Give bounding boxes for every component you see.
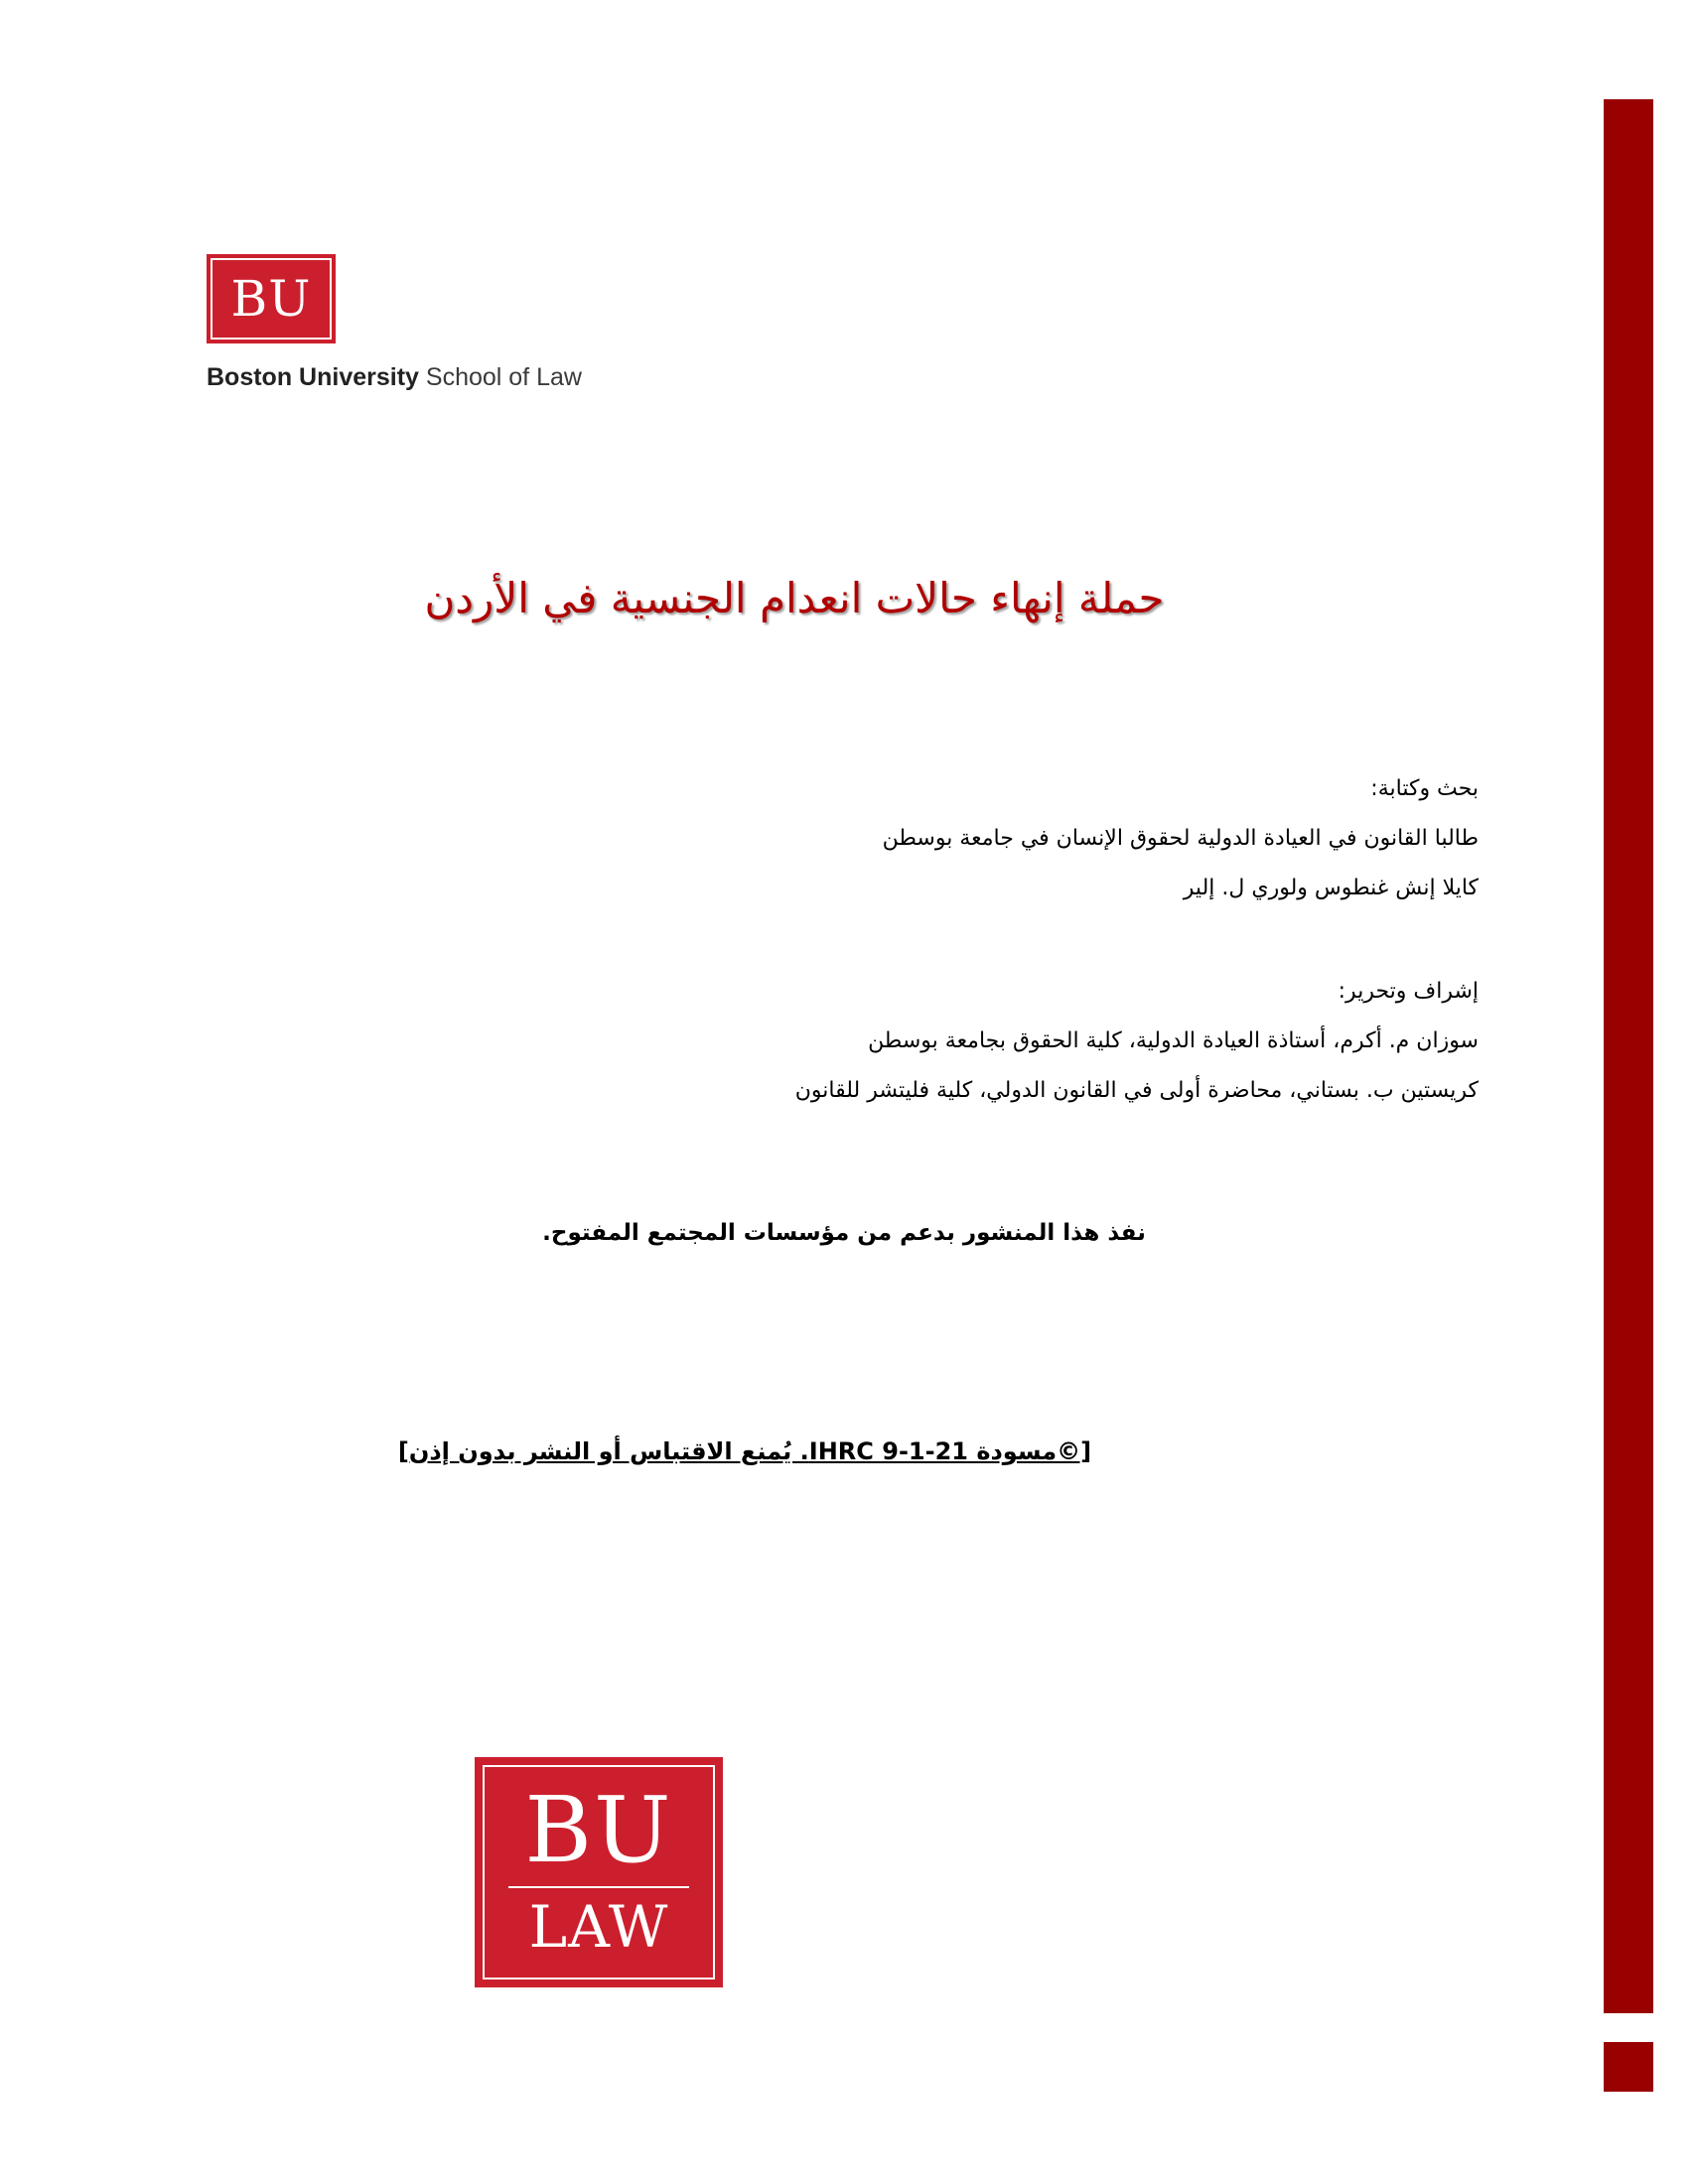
research-credits [585,764,1479,913]
bu-law-logo [475,1757,723,1987]
logo-divider [508,1886,689,1888]
school-name-bold: Boston University [207,363,419,391]
supervision-heading: إشراف وتحرير: [1338,979,1479,1004]
supervision-credits [585,967,1479,1116]
support-note: نفذ هذا المنشور بدعم من مؤسسات المجتمع المفتوح. [542,1220,1146,1246]
copyright-notice: [©مسودة IHRC 9-1-21. يُمنع الاقتباس أو النشر بدون إذن] [397,1437,1092,1465]
research-line-1: طالبا القانون في العيادة الدولية لحقوق الإنسان في جامعة بوسطن [882,826,1479,851]
supervision-line-1: سوزان م. أكرم، أستاذة العيادة الدولية، كلية الحقوق بجامعة بوسطن [868,1028,1479,1053]
supervision-line-2: كريستين ب. بستاني، محاضرة أولى في القانون الدولي، كلية فليتشر للقانون [794,1078,1479,1103]
school-name-rest: School of Law [425,363,582,391]
logo-law-text: LAW [528,1893,669,1961]
logo-mark: BU [230,270,312,328]
research-line-2: كايلا إنش غنطوس ولوري ل. إلير [1183,876,1479,900]
red-side-bar [1604,99,1653,2013]
bu-logo-small [207,254,336,343]
school-name [207,363,582,392]
red-side-square [1604,2042,1653,2092]
logo-bu-text: BU [524,1777,673,1883]
document-title: حملة إنهاء حالات انعدام الجنسية في الأردن [424,574,1165,622]
research-heading: بحث وكتابة: [1370,776,1479,801]
